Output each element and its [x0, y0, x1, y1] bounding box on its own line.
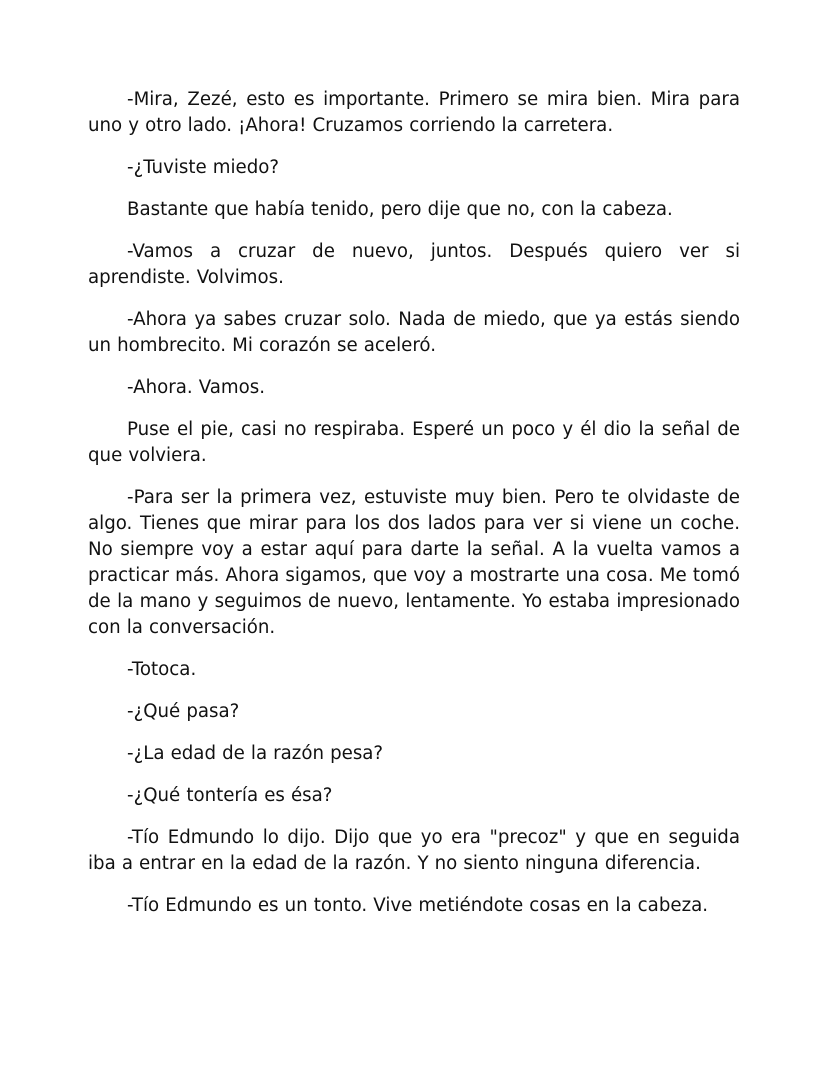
paragraph: -¿La edad de la razón pesa?: [127, 743, 384, 764]
paragraph: -¿Qué pasa?: [127, 701, 240, 722]
paragraph: Bastante que había tenido, pero dije que no, con la cabeza.: [127, 199, 673, 220]
paragraph: -¿Tuviste miedo?: [127, 157, 280, 178]
paragraph: -¿Qué tontería es ésa?: [127, 785, 333, 806]
paragraph: -Para ser la primera vez, estuviste muy bien. Pero te olvidaste de algo. Tienes que mirar para los dos lados para ver si viene un coche. No siempre voy a estar aquí para darte la señal. A la vuelta vamos a practicar más. Ahora sigamos, que voy a mostrarte una cosa. Me tomó de la mano y seguimos de nuevo, lentamente. Yo estaba impresionado con la conversación.: [88, 487, 740, 638]
paragraph: -Mira, Zezé, esto es importante. Primero se mira bien. Mira para uno y otro lado. ¡Ahora! Cruzamos corriendo la carretera.: [88, 89, 740, 136]
paragraph: -Ahora. Vamos.: [127, 377, 266, 398]
paragraph: -Tío Edmundo lo dijo. Dijo que yo era "precoz" y que en seguida iba a entrar en la edad de la razón. Y no siento ninguna diferencia.: [88, 827, 740, 874]
paragraph: Puse el pie, casi no respiraba. Esperé un poco y él dio la señal de que volviera.: [88, 419, 740, 466]
paragraph: -Tío Edmundo es un tonto. Vive metiéndote cosas en la cabeza.: [127, 895, 709, 916]
document-body: [88, 87, 740, 919]
paragraph: -Ahora ya sabes cruzar solo. Nada de miedo, que ya estás siendo un hombrecito. Mi corazón se aceleró.: [88, 309, 740, 356]
paragraph: -Vamos a cruzar de nuevo, juntos. Después quiero ver si aprendiste. Volvimos.: [88, 241, 740, 288]
paragraph: -Totoca.: [127, 659, 197, 680]
